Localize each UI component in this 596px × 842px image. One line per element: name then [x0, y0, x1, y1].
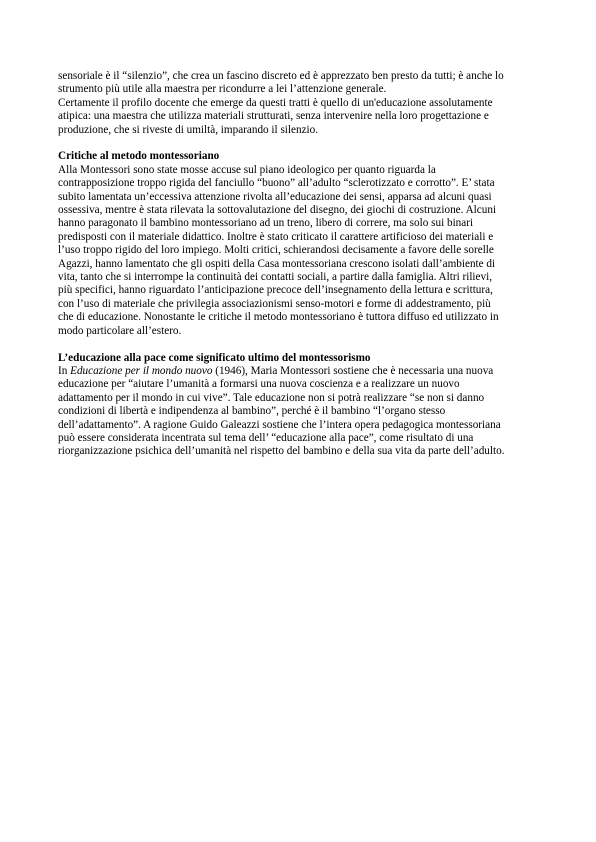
section-heading: Critiche al metodo montessoriano [58, 150, 220, 163]
text-line: riorganizzazione psichica dell’umanità nel rispetto del bambino e della sua vita da parte dell’adulto. [58, 445, 505, 458]
text-line: che di educazione. Nonostante le critiche il metodo montessoriano è tuttora diffuso ed utilizzato in [58, 311, 499, 324]
text-line: produzione, che si riveste di umiltà, imparando il silenzio. [58, 123, 319, 136]
intro-paragraph [58, 70, 548, 137]
text-line: Certamente il profilo docente che emerge da questi tratti è quello di un'educazione assolutamente [58, 96, 493, 109]
text-line: educazione per “aiutare l’umanità a formarsi una nuova coscienza e a realizzare un nuovo [58, 378, 460, 391]
text-line: strumento più utile alla maestra per ricondurre a lei l’attenzione generale. [58, 83, 387, 96]
paragraph-gap [58, 338, 548, 351]
text-line: vita, tanto che si interrompe la continuità dei contatti sociali, a partire dalla famiglia. Altri rilievi, [58, 271, 492, 284]
text-fragment: (1946), Maria Montessori sostiene che è necessaria una nuova [212, 364, 494, 377]
text-line: modo particolare all’estero. [58, 324, 182, 337]
text-line: atipica: una maestra che utilizza materiali strutturati, senza intervenire nella loro progettazione e [58, 110, 489, 123]
text-line: sensoriale è il “silenzio”, che crea un fascino discreto ed è apprezzato ben presto da tutti; è anche lo [58, 70, 504, 82]
text-line: Alla Montessori sono state mosse accuse sul piano ideologico per quanto riguarda la [58, 163, 436, 176]
section-heading: L’educazione alla pace come significato ultimo del montessorismo [58, 351, 371, 364]
document-body [58, 70, 548, 459]
text-line: subito lamentata un’eccessiva attenzione rivolta all’educazione dei sensi, apparsa ad alcuni quasi [58, 190, 492, 203]
text-line [58, 365, 548, 378]
text-line: contrapposizione troppo rigida del fanciullo “buono” all’adulto “sclerotizzato e corrotto”. E’ stata [58, 177, 495, 190]
text-line: condizioni di libertà e indipendenza al bambino”, perché è il bambino “l’organo stesso [58, 405, 446, 418]
text-line: può essere considerata incentrata sul tema dell’ “educazione alla pace”, come risultato di una [58, 431, 474, 444]
text-line: con l’uso di materiale che privilegia associazionismi senso-motori e forme di addestramento, più [58, 297, 491, 310]
text-line: adattamento per il mondo in cui vive”. Tale educazione non si potrà realizzare “se non si danno [58, 391, 485, 404]
text-fragment: In [58, 364, 71, 377]
text-line: più specifici, hanno riguardato l’anticipazione precoce dell’insegnamento della lettura e scrittura, [58, 284, 493, 297]
text-line: hanno paragonato il bambino montessoriano ad un treno, libero di correre, ma solo sui binari [58, 217, 474, 230]
section-critiche [58, 150, 548, 338]
section-educazione-pace [58, 352, 548, 459]
text-line: predisposti con il materiale didattico. Inoltre è stato criticato il carattere artificioso dei materiali e [58, 230, 494, 243]
text-line: Agazzi, hanno lamentato che gli ospiti della Casa montessoriana crescono isolati dall’ambiente di [58, 257, 496, 270]
paragraph-gap [58, 137, 548, 150]
text-line: l’uso troppo rigido del loro impiego. Molti critici, schierandosi decisamente a favore delle sorelle [58, 244, 494, 257]
text-line: dell’adattamento”. A ragione Guido Galeazzi sostiene che l’intera opera pedagogica montessoriana [58, 418, 501, 431]
book-title: Educazione per il mondo nuovo [70, 364, 213, 377]
text-line: ossessiva, mentre è stata rilevata la sottovalutazione del disegno, dei giochi di costruzione. Alcuni [58, 204, 497, 217]
